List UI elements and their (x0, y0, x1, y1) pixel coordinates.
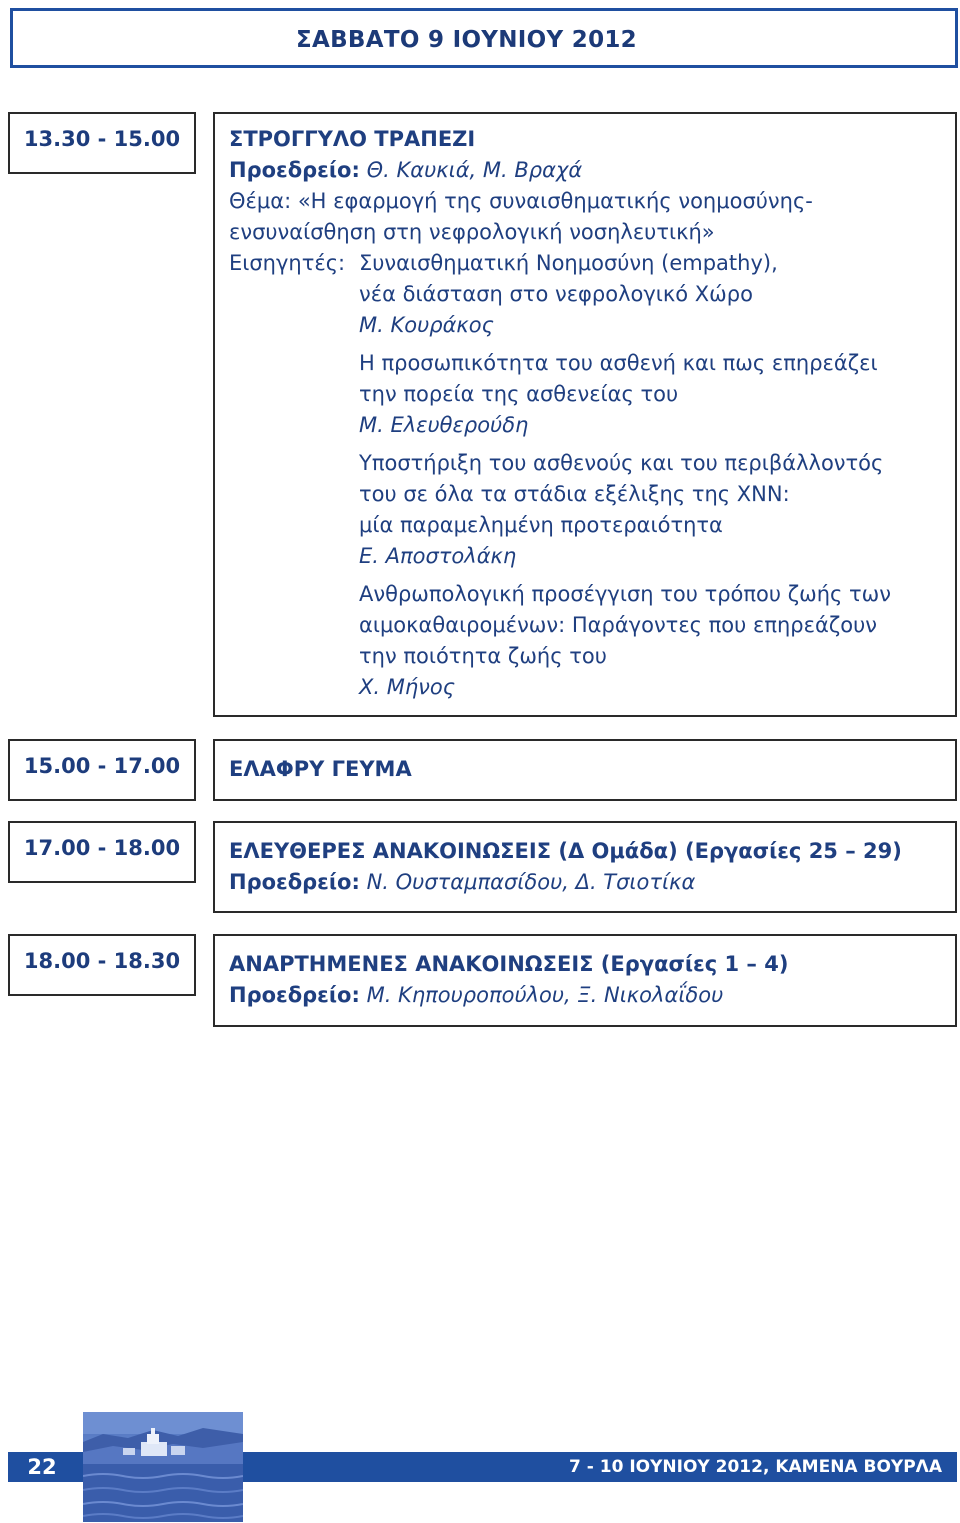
session-time: 18.00 - 18.30 (23, 949, 181, 973)
session-time-box (8, 739, 196, 801)
session-content (213, 821, 957, 913)
session-time: 13.30 - 15.00 (23, 127, 181, 151)
talk-title: νέα διάσταση στο νεφρολογικό Χώρο (359, 282, 753, 306)
talk-title: την πορεία της ασθενείας του (359, 382, 679, 406)
chairs-names: Θ. Καυκιά, Μ. Βραχά (366, 158, 583, 182)
session-time-box (8, 821, 196, 883)
session-content (213, 739, 957, 801)
session-time-box (8, 112, 196, 174)
session-time: 17.00 - 18.00 (23, 836, 181, 860)
talk-title: την ποιότητα ζωής του (359, 644, 607, 668)
session-title: ΑΝΑΡΤΗΜΕΝΕΣ ΑΝΑΚΟΙΝΩΣΕΙΣ (Εργασίες 1 – 4) (229, 952, 789, 976)
page-title: ΣΑΒΒΑΤΟ 9 ΙΟΥΝΙΟΥ 2012 (295, 27, 637, 53)
chairs-names: Ν. Ουσταμπασίδου, Δ. Τσιοτίκα (366, 870, 696, 894)
footer-bar (76, 1452, 83, 1482)
talk-title: Συναισθηματική Νοημοσύνη (empathy), (359, 251, 778, 275)
talk-title: αιμοκαθαιρομένων: Παράγοντες που επηρεάζουν (359, 613, 877, 637)
session-title: ΣΤΡΟΓΓΥΛΟ ΤΡΑΠΕΖΙ (229, 127, 476, 151)
talk-title: μία παραμελημένη προτεραιότητα (359, 513, 723, 537)
talk-speaker: Μ. Ελευθερούδη (359, 413, 529, 437)
page-header (10, 8, 958, 68)
session-chairs (229, 867, 695, 898)
session-time: 15.00 - 17.00 (23, 754, 181, 778)
chairs-label: Προεδρείο: (229, 983, 360, 1007)
chairs-label: Προεδρείο: (229, 870, 360, 894)
talk-title: του σε όλα τα στάδια εξέλιξης της ΧΝΝ: (359, 482, 790, 506)
session-title: ΕΛΕΥΘΕΡΕΣ ΑΝΑΚΟΙΝΩΣΕΙΣ (Δ Ομάδα) (Εργασίες 25 – 29) (229, 839, 902, 863)
talk-speaker: Χ. Μήνος (359, 675, 456, 699)
session-content (213, 112, 957, 717)
session-chairs (229, 980, 723, 1011)
chairs-label: Προεδρείο: (229, 158, 360, 182)
session-title: ΕΛΑΦΡΥ ΓΕΥΜΑ (229, 757, 412, 781)
talk-speaker: Ε. Αποστολάκη (359, 544, 517, 568)
session-content (213, 934, 957, 1027)
footer-event: 7 - 10 ΙΟΥΝΙΟΥ 2012, ΚΑΜΕΝΑ ΒΟΥΡΛΑ (569, 1457, 942, 1477)
harbor-photo (83, 1412, 243, 1522)
talk-title: Υποστήριξη του ασθενούς και του περιβάλλοντός (359, 451, 884, 475)
speakers-label: Εισηγητές: (229, 251, 346, 275)
talk-title: Η προσωπικότητα του ασθενή και πως επηρεάζει (359, 351, 878, 375)
chairs-names: Μ. Κηπουροπούλου, Ξ. Νικολαΐδου (366, 983, 724, 1007)
theme-line: ενσυναίσθηση στη νεφρολογική νοσηλευτική» (229, 220, 715, 244)
session-time-box (8, 934, 196, 996)
page-number-box (8, 1452, 76, 1482)
page-number: 22 (27, 1455, 57, 1479)
harbor-photo-icon (83, 1412, 243, 1522)
talk-title: Ανθρωπολογική προσέγγιση του τρόπου ζωής των (359, 582, 891, 606)
theme-line: Θέμα: «Η εφαρμογή της συναισθηματικής νοημοσύνης- (229, 189, 813, 213)
session-chairs (229, 155, 582, 186)
talk-speaker: Μ. Κουράκος (359, 313, 494, 337)
